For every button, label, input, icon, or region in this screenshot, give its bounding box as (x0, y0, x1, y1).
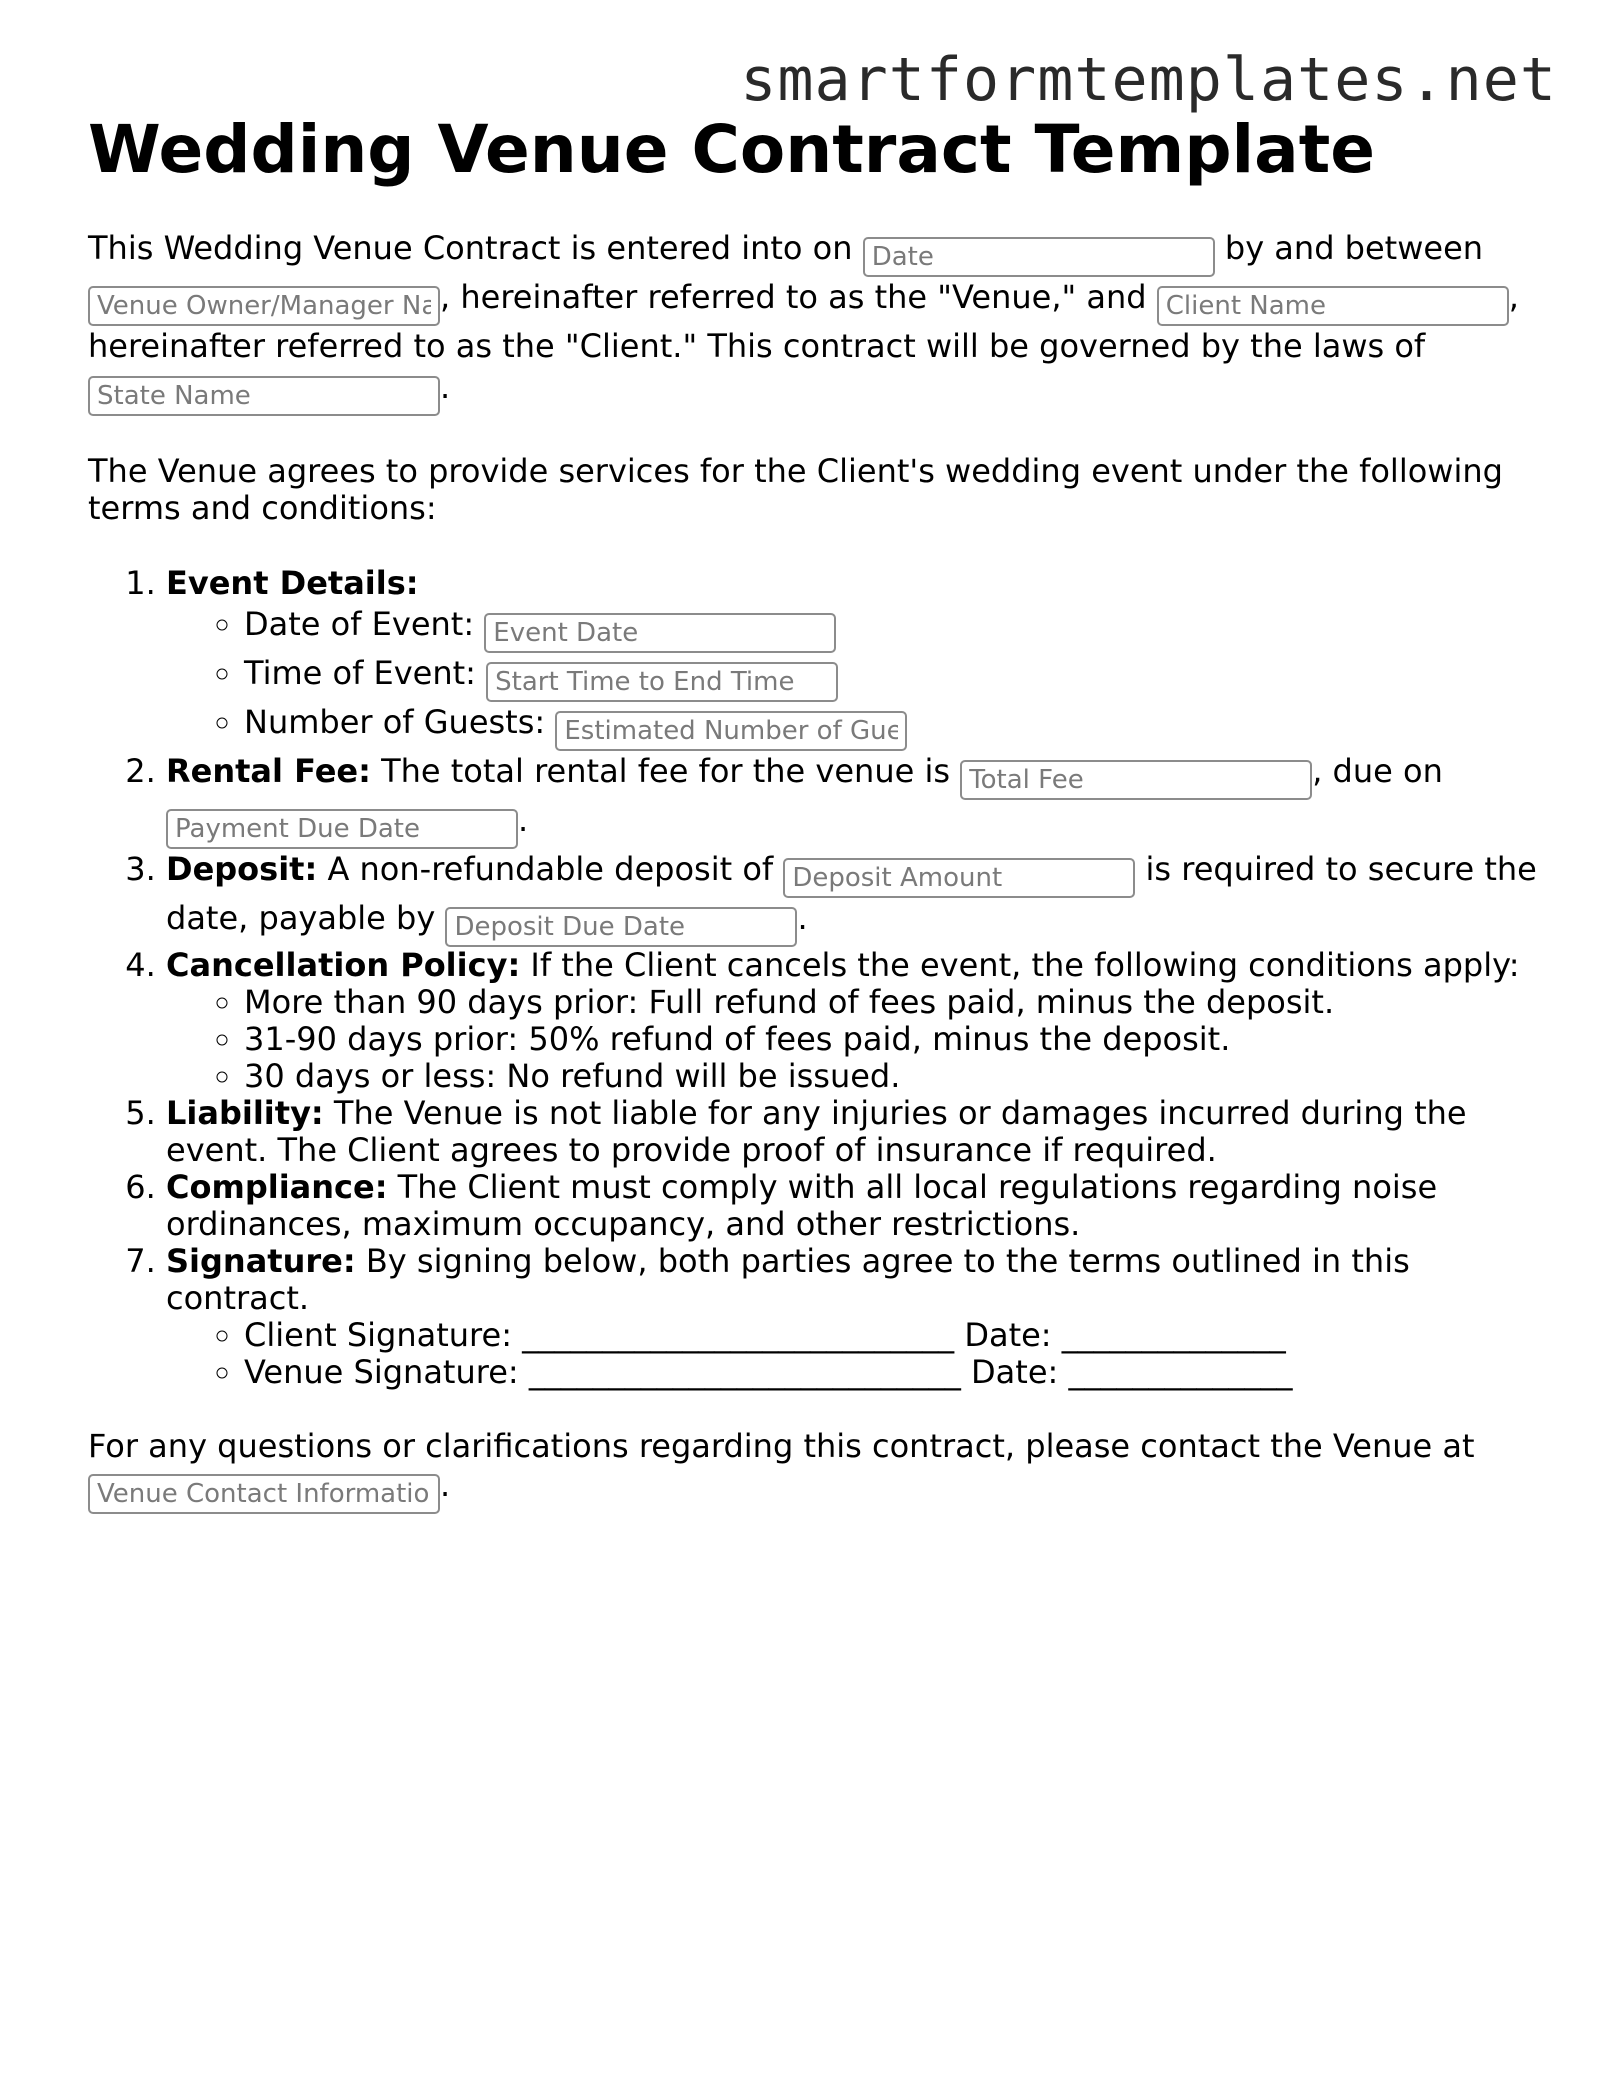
item-cancellation (166, 947, 1548, 1095)
total-fee-field[interactable] (960, 760, 1312, 800)
terms-intro: The Venue agrees to provide services for the Client's wedding event under the following terms and conditions: (88, 452, 1503, 527)
cancellation-condition: ◦ More than 90 days prior: Full refund of fees paid, minus the deposit. (244, 984, 1548, 1021)
event-details-title: Event Details: (166, 564, 419, 602)
intro-text-5: . (440, 368, 451, 406)
terms-list (88, 563, 1548, 1391)
compliance-text: The Client must comply with all local regulations regarding noise ordinances, maximum occupancy, and other restrictions. (166, 1168, 1438, 1243)
date-field[interactable] (863, 237, 1215, 277)
payment-due-field[interactable] (166, 809, 518, 849)
rental-text-1: The total rental fee for the venue is (381, 752, 951, 790)
item-event-details (166, 563, 1548, 751)
client-signature-line: ◦ Client Signature: ___________________________ Date: ______________ (244, 1317, 1548, 1354)
venue-owner-field[interactable] (88, 286, 440, 326)
deposit-amount-field[interactable] (783, 858, 1135, 898)
signature-title: Signature: (166, 1242, 356, 1280)
event-date-field[interactable] (484, 613, 836, 653)
closing-paragraph (88, 1427, 1548, 1514)
signature-text: By signing below, both parties agree to the terms outlined in this contract. (166, 1242, 1410, 1317)
intro-text-3: , hereinafter referred to as the "Venue," and (440, 278, 1147, 316)
event-time-field[interactable] (486, 662, 838, 702)
rental-fee-title: Rental Fee: (166, 752, 371, 790)
event-time-label: Time of Event: (244, 654, 476, 692)
page-title: Wedding Venue Contract Template (88, 111, 1376, 188)
guests-label: Number of Guests: (244, 703, 546, 741)
intro-text-1: This Wedding Venue Contract is entered into on (88, 229, 853, 267)
venue-contact-field[interactable] (88, 1474, 440, 1514)
rental-text-3: . (518, 801, 529, 839)
intro-text-2: by and between (1224, 229, 1484, 267)
guests-field[interactable] (555, 711, 907, 751)
closing-text: For any questions or clarifications regarding this contract, please contact the Venue at (88, 1427, 1475, 1465)
closing-end: . (440, 1466, 451, 1504)
item-liability (166, 1095, 1548, 1169)
rental-text-2: , due on (1312, 752, 1443, 790)
cancellation-text: If the Client cancels the event, the following conditions apply: (530, 946, 1520, 984)
event-time-item (244, 653, 1548, 702)
venue-signature-line: ◦ Venue Signature: ___________________________ Date: ______________ (244, 1354, 1548, 1391)
deposit-due-field[interactable] (445, 907, 797, 947)
deposit-text-1: A non-refundable deposit of (327, 850, 774, 888)
cancellation-condition: ◦ 30 days or less: No refund will be issued. (244, 1058, 1548, 1095)
item-compliance (166, 1169, 1548, 1243)
compliance-title: Compliance: (166, 1168, 388, 1206)
deposit-text-2: is required to secure the date, payable by (166, 850, 1537, 937)
cancellation-condition: ◦ 31-90 days prior: 50% refund of fees paid, minus the deposit. (244, 1021, 1548, 1058)
liability-title: Liability: (166, 1094, 324, 1132)
item-signature (166, 1243, 1548, 1391)
deposit-text-3: . (797, 899, 808, 937)
event-details-list (166, 604, 1548, 751)
intro-paragraph (88, 228, 1548, 416)
liability-text: The Venue is not liable for any injuries or damages incurred during the event. The Client agrees to provide proof of insurance if required. (166, 1094, 1467, 1169)
event-date-item (244, 604, 1548, 653)
item-deposit (166, 849, 1548, 947)
cancellation-list (166, 984, 1548, 1095)
contract-page (88, 112, 1548, 1514)
client-name-field[interactable] (1157, 286, 1509, 326)
signature-list (166, 1317, 1548, 1391)
intro-text-4: , hereinafter referred to as the "Client." This contract will be governed by the laws of (88, 278, 1519, 365)
event-date-label: Date of Event: (244, 605, 475, 643)
guests-item (244, 702, 1548, 751)
cancellation-title: Cancellation Policy: (166, 946, 521, 984)
item-rental-fee (166, 751, 1548, 849)
watermark: smartformtemplates.net (740, 45, 1557, 115)
state-name-field[interactable] (88, 376, 440, 416)
deposit-title: Deposit: (166, 850, 318, 888)
